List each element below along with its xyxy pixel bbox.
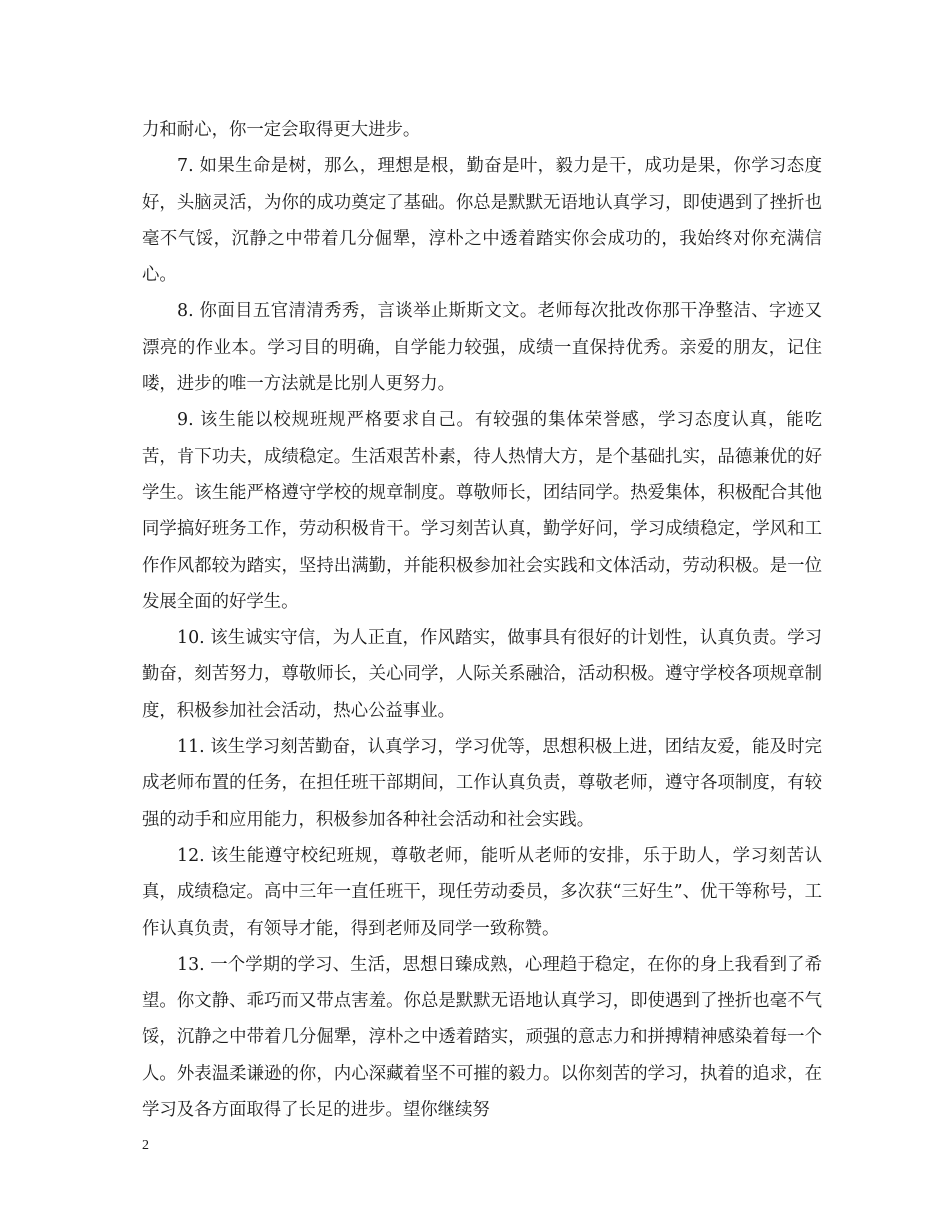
paragraph-continuation: 力和耐心，你一定会取得更大进步。 bbox=[142, 120, 421, 140]
paragraph-item-7: 7. 如果生命是树，那么，理想是根，勤奋是叶，毅力是干，成功是果，你学习态度好，头脑灵活，为你的成功奠定了基础。你总是默默无语地认真学习，即使遇到了挫折也毫不气馁，沉静之中带着几分倔犟，淳朴之中透着踏实你会成功的，我始终对你充满信心。 bbox=[142, 156, 822, 286]
paragraph-item-11: 11. 该生学习刻苦勤奋，认真学习，学习优等，思想积极上进，团结友爱，能及时完成老师布置的任务，在担任班干部期间，工作认真负责，尊敬老师，遵守各项制度，有较强的动手和应用能力，积极参加各种社会活动和社会实践。 bbox=[142, 737, 822, 830]
paragraph-item-13: 13. 一个学期的学习、生活，思想日臻成熟，心理趋于稳定，在你的身上我看到了希望。你文静、乖巧而又带点害羞。你总是默默无语地认真学习，即使遇到了挫折也毫不气馁，沉静之中带着几分倔犟，淳朴之中透着踏实，顽强的意志力和拼搏精神感染着每一个人。外表温柔谦逊的你，内心深藏着坚不可摧的毅力。以你刻苦的学习，执着的追求，在学习及各方面取得了长足的进步。望你继续努 bbox=[142, 954, 822, 1121]
paragraph-item-8: 8. 你面目五官清清秀秀，言谈举止斯斯文文。老师每次批改你那干净整洁、字迹又漂亮的作业本。学习目的明确，自学能力较强，成绩一直保持优秀。亲爱的朋友，记住喽，进步的唯一方法就是比别人更努力。 bbox=[142, 301, 822, 395]
document-body bbox=[142, 112, 822, 1128]
paragraph-item-12: 12. 该生能遵守校纪班规，尊敬老师，能听从老师的安排，乐于助人，学习刻苦认真，成绩稳定。高中三年一直任班干，现任劳动委员，多次获“三好生”、优干等称号，工作认真负责，有领导才能，得到老师及同学一致称赞。 bbox=[142, 845, 822, 939]
page-number: 2 bbox=[142, 1138, 149, 1153]
paragraph-item-10: 10. 该生诚实守信，为人正直，作风踏实，做事具有很好的计划性，认真负责。学习勤奋，刻苦努力，尊敬师长，关心同学，人际关系融洽，活动积极。遵守学校各项规章制度，积极参加社会活动，热心公益事业。 bbox=[142, 628, 822, 721]
paragraph-item-9: 9. 该生能以校规班规严格要求自己。有较强的集体荣誉感，学习态度认真，能吃苦，肯下功夫，成绩稳定。生活艰苦朴素，待人热情大方，是个基础扎实，品德兼优的好学生。该生能严格遵守学校的规章制度。尊敬师长，团结同学。热爱集体，积极配合其他同学搞好班务工作，劳动积极肯干。学习刻苦认真，勤学好问，学习成绩稳定，学风和工作作风都较为踏实，坚持出满勤，并能积极参加社会实践和文体活动，劳动积极。是一位发展全面的好学生。 bbox=[142, 410, 822, 612]
